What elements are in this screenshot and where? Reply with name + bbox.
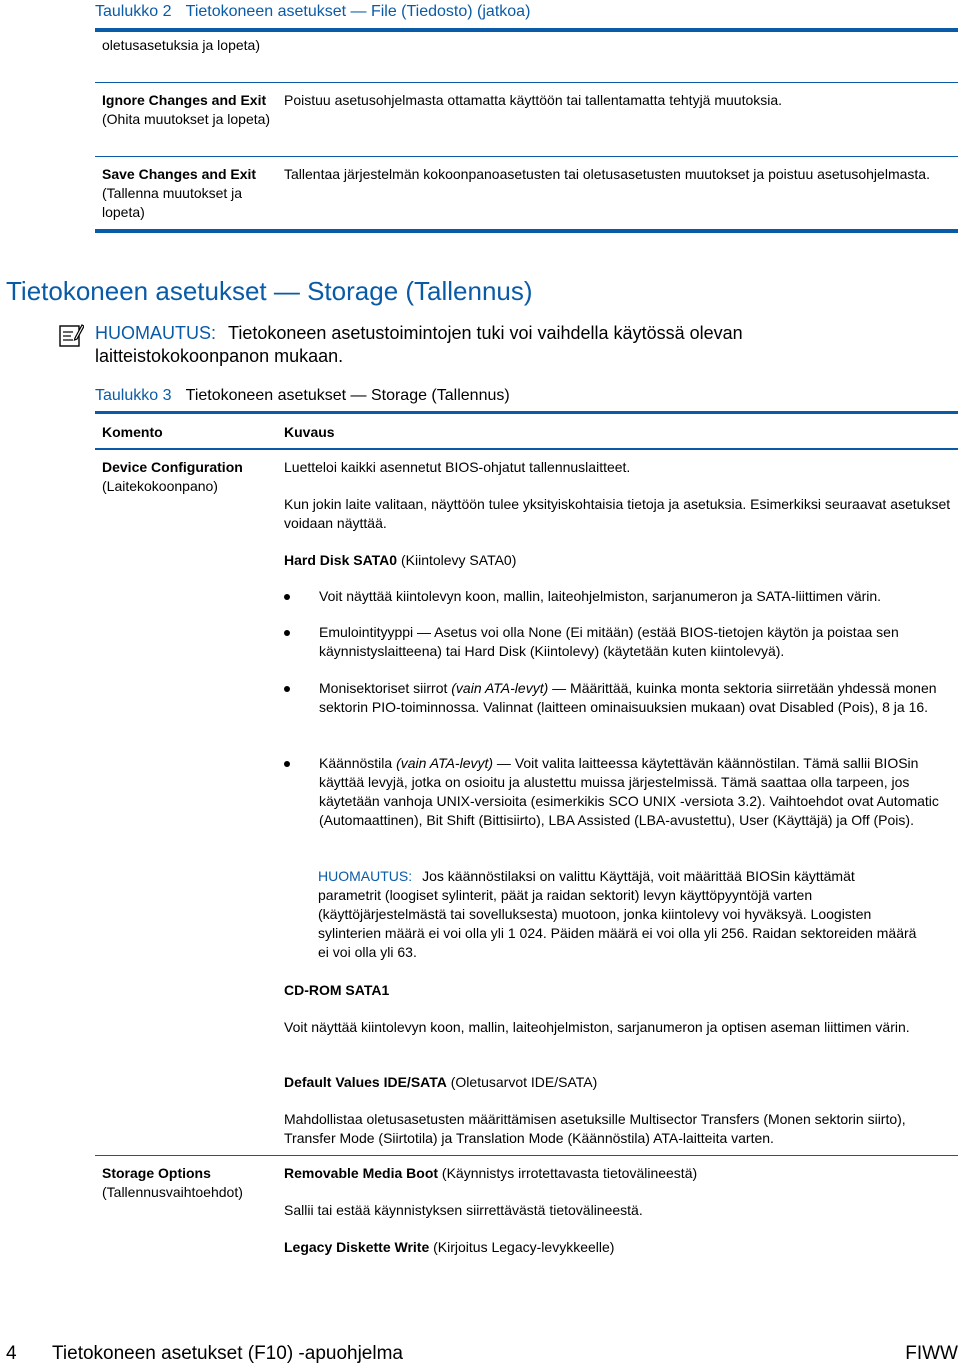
hard-disk-label: Hard Disk SATA0: [284, 552, 398, 568]
bullet4-b: — Voit valita laitteessa käytettävän käännöstilan. Tämä sallii BIOSin käyttää levyjä, jotka on osioitu ja alustettu muissa järjestelmissä. Tämä saattaa olla tarpeen, jos käytetään vanhoja UNIX-versioita (esimerkikis SCO UNIX -versiota 3.2). Vaihtoehdot ovat Automatic (Automaattinen), Bit Shift (Bittisiirto), LBA Assisted (LBA-avustettu), User (Käyttäjä) ja Off (Pois).: [319, 755, 939, 828]
table2-divider-1: [95, 82, 958, 83]
bullet-text: [319, 754, 949, 830]
bullet3-b: — Määrittää, kuinka monta sektoria siirretään yhdessä monen sektorin PIO-toiminnossa. Valinnat (laitteen ominaisuuksien mukaan) ovat Disabled (Pois), 8 ja 16.: [319, 680, 937, 715]
list-item: [284, 754, 954, 854]
default-values-heading: [284, 1073, 954, 1092]
note-continuation: laitteistokokoonpanon mukaan.: [95, 346, 344, 366]
bullet-icon: [284, 594, 290, 600]
storage-options-cell: [102, 1164, 277, 1202]
device-desc-2: Kun jokin laite valitaan, näyttöön tulee yksityiskohtaisia tietoja ja asetuksia. Esimerkiksi seuraavat asetukset voidaan näyttää.: [284, 496, 951, 531]
default-values-desc: Mahdollistaa oletusasetusten määrittämisen asetuksille Multisector Transfers (Monen sektorin siirto), Transfer Mode (Siirtotila) ja Translation Mode (Käännöstila) ATA-laitteita varten.: [284, 1111, 906, 1146]
footer-right: FIWW: [905, 1343, 958, 1364]
table2-title: Tietokoneen asetukset — File (Tiedosto) (jatkoa): [185, 3, 531, 20]
removable-heading: [284, 1164, 954, 1183]
removable-label: Removable Media Boot: [284, 1165, 439, 1181]
table2-row2-left: [102, 165, 277, 222]
hard-disk-heading: [284, 551, 954, 570]
list-item: [284, 679, 954, 739]
table2-bottom-rule: [95, 229, 958, 233]
table2-caption: [95, 3, 530, 21]
default-values-label: Default Values IDE/SATA: [284, 1074, 447, 1090]
table3-header-rule: [95, 448, 958, 450]
bullet-text: Emulointityyppi — Asetus voi olla None (Ei mitään) (estää BIOS-tietojen käytön ja poistaa sen käynnistyslaitteena) tai Hard Disk (Kiintolevy) (käytetään kuten kiintolevyä).: [319, 624, 899, 659]
device-config-label: Device Configuration: [102, 459, 243, 475]
removable-desc: Sallii tai estää käynnistyksen siirrettävästä tietovälineestä.: [284, 1202, 643, 1218]
translation-note-label: HUOMAUTUS:: [318, 868, 413, 884]
save-changes-label: Save Changes and Exit: [102, 166, 257, 182]
table3-title: Tietokoneen asetukset — Storage (Tallennus): [185, 387, 510, 404]
bullet3-a: Monisektoriset siirrot: [319, 680, 452, 696]
table2-row2-right: Tallentaa järjestelmän kokoonpanoasetusten tai oletusasetusten muutokset ja poistuu asetusohjelmasta.: [284, 166, 930, 182]
table3-caption: [95, 387, 510, 405]
cdrom-desc: Voit näyttää kiintolevyn koon, mallin, laiteohjelmiston, sarjanumeron ja optisen aseman liittimen värin.: [284, 1019, 910, 1035]
table2-row0-left: oletusasetuksia ja lopeta): [102, 37, 260, 53]
table2-row1-left: [102, 91, 277, 129]
ignore-changes-sub: (Ohita muutokset ja lopeta): [102, 111, 271, 127]
table3-top-rule: [95, 411, 958, 414]
list-item: [284, 587, 954, 607]
note-label: HUOMAUTUS:: [95, 323, 216, 343]
device-config-cell: [102, 458, 277, 496]
translation-note: [318, 867, 918, 962]
default-values-sub: (Oletusarvot IDE/SATA): [446, 1074, 598, 1090]
table2-number: Taulukko 2: [95, 3, 172, 20]
list-item: [284, 623, 954, 663]
device-config-sub: (Laitekokoonpano): [102, 478, 218, 494]
table2-row1-right: Poistuu asetusohjelmasta ottamatta käyttöön tai tallentamatta tehtyjä muutoksia.: [284, 92, 783, 108]
cdrom-heading: CD-ROM SATA1: [284, 982, 390, 998]
save-changes-sub: (Tallenna muutokset ja lopeta): [102, 185, 243, 220]
legacy-sub: (Kirjoitus Legacy-levykkeelle): [429, 1239, 615, 1255]
legacy-label: Legacy Diskette Write: [284, 1239, 430, 1255]
table3-number: Taulukko 3: [95, 387, 172, 404]
bullet-icon: [284, 761, 290, 767]
bullet-icon: [284, 686, 290, 692]
storage-options-label: Storage Options: [102, 1165, 211, 1181]
bullet4-italic: (vain ATA-levyt): [396, 755, 494, 771]
translation-note-text: Jos käännöstilaksi on valittu Käyttäjä, voit määrittää BIOSin käyttämät parametrit (loogiset sylinterit, päät ja raidan sektorit) levyn käyttöpyyntöjä varten (käyttöjärjestelmästä tai sovelluksesta) muotoon, jonka kiintolevy voi hyväksyä. Loogisten sylinterien määrä ei voi olla yli 1 024. Päiden määrä ei voi olla yli 256. Raidan sektoreiden määrä ei voi olla yli 63.: [318, 868, 917, 960]
table2-top-rule: [95, 28, 958, 32]
bullet-text: [319, 679, 949, 717]
storage-options-sub: (Tallennusvaihtoehdot): [102, 1184, 243, 1200]
table2-divider-2: [95, 156, 958, 157]
bullet4-a: Käännöstila: [319, 755, 397, 771]
table3-divider: [95, 1155, 958, 1156]
removable-sub: (Käynnistys irrotettavasta tietovälineestä): [438, 1165, 698, 1181]
col-header-description: Kuvaus: [284, 424, 335, 440]
bullet-text: Voit näyttää kiintolevyn koon, mallin, laiteohjelmiston, sarjanumeron ja SATA-liittimen värin.: [319, 588, 882, 604]
bullet-icon: [284, 630, 290, 636]
page-number: 4: [6, 1343, 17, 1364]
note-icon: [58, 322, 84, 348]
ignore-changes-label: Ignore Changes and Exit: [102, 92, 267, 108]
col-header-command: Komento: [102, 424, 163, 440]
section-heading: Tietokoneen asetukset — Storage (Tallennus): [6, 276, 533, 306]
legacy-heading: [284, 1238, 954, 1257]
device-desc-1: Luetteloi kaikki asennetut BIOS-ohjatut tallennuslaitteet.: [284, 459, 631, 475]
note-body: Tietokoneen asetustoimintojen tuki voi vaihdella käytössä olevan: [228, 323, 743, 343]
note-text: [95, 322, 935, 344]
footer-title: Tietokoneen asetukset (F10) -apuohjelma: [52, 1343, 403, 1364]
hard-disk-sub: (Kiintolevy SATA0): [397, 552, 517, 568]
bullet3-italic: (vain ATA-levyt): [451, 680, 549, 696]
